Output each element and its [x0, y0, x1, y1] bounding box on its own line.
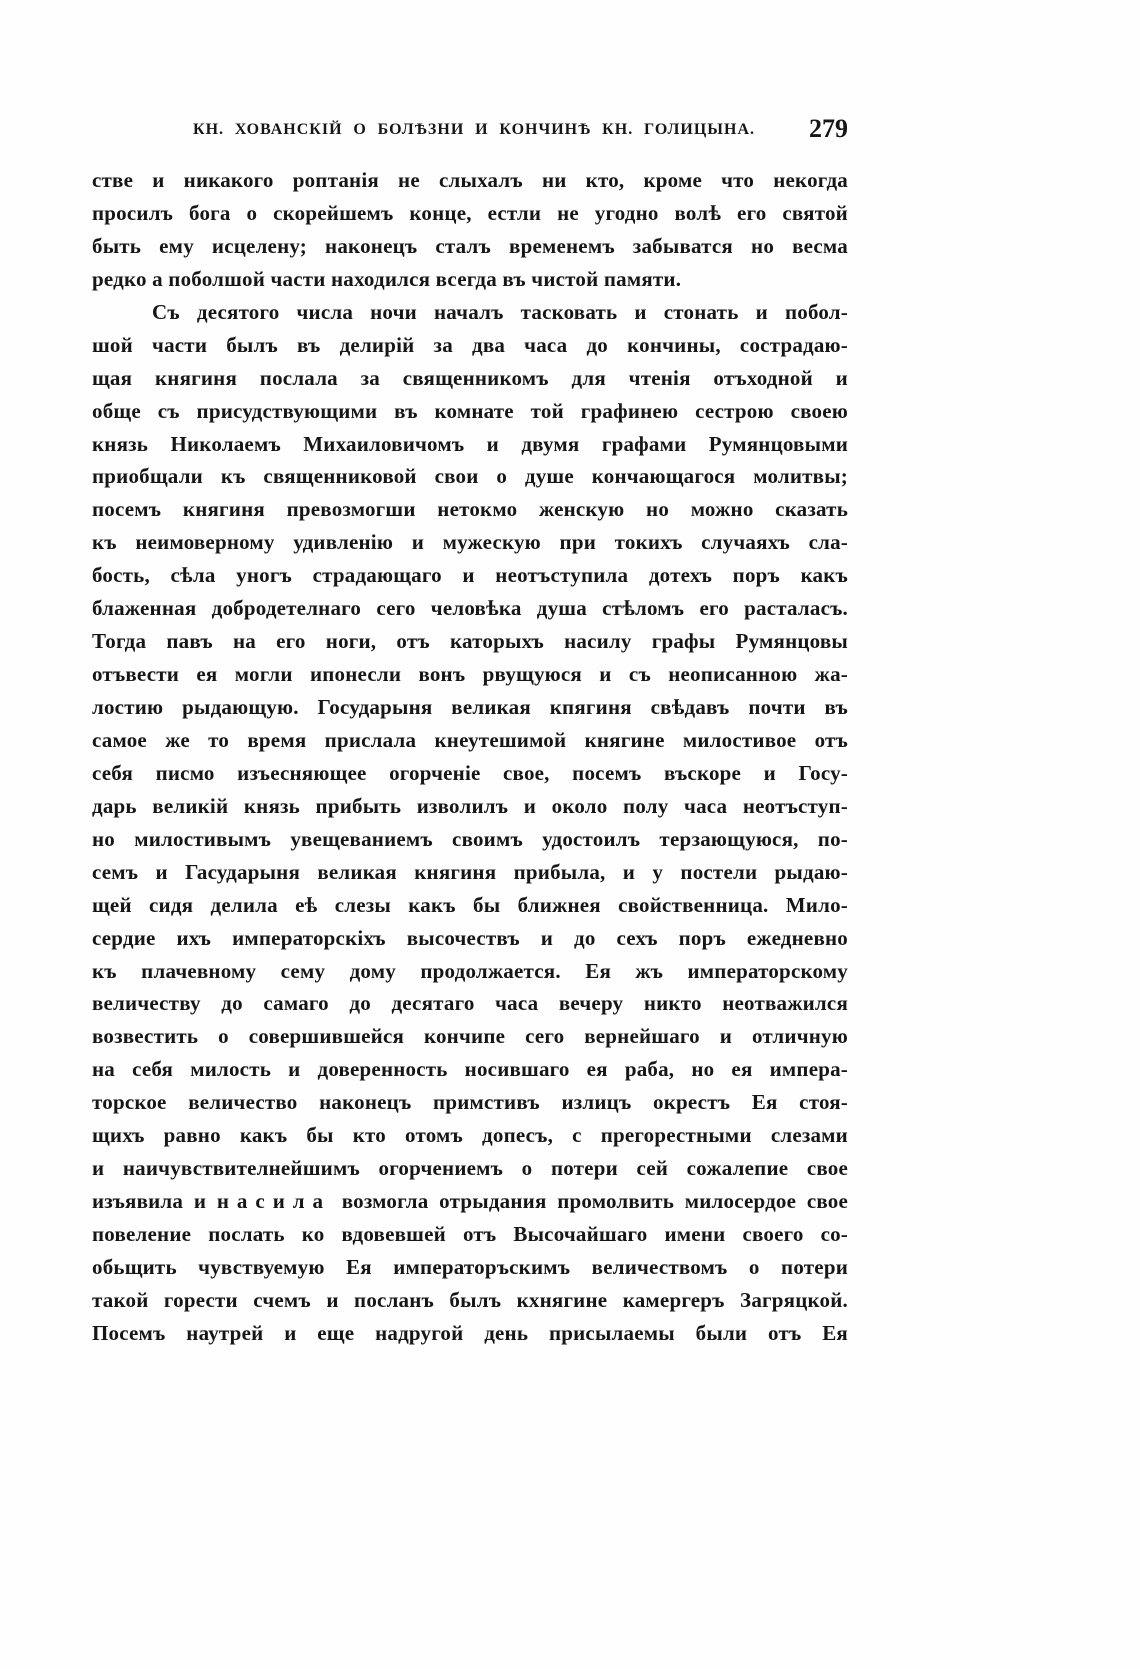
- text-line: и наичувствителнейшимъ огорчениемъ о потери сей сожалепие свое: [92, 1156, 848, 1181]
- spaced-emphasis: насила: [216, 1189, 332, 1214]
- text-line: лостию рыдающую. Государыня великая кпягиня свѣдавъ почти въ: [92, 695, 848, 719]
- text-line: сердие ихъ императорскіхъ высочествъ и до сехъ поръ ежедневно: [92, 925, 848, 950]
- text-line: посемъ княгиня превозмогши нетокмо женскую но можно сказать: [92, 497, 848, 522]
- text-line: дарь великій князь прибыть изволилъ и около полу часа неотъступ-: [92, 793, 848, 818]
- text-line: бость, сѣла уногъ страдающаго и неотъступила дотехъ поръ какъ: [92, 563, 848, 588]
- text-line: возвестить о совершившейся кончипе сего вернейшаго и отличную: [92, 1024, 848, 1049]
- text-line: приобщали къ священниковой свои о душе кончающагося молитвы;: [92, 464, 848, 489]
- text-line: быть ему исцелену; наконецъ сталъ временемъ забыватся но весма: [92, 233, 848, 258]
- page-number: 279: [809, 114, 848, 143]
- text-line: редко а поболшой части находился всегда въ чистой памяти.: [92, 266, 682, 291]
- text-line: обще съ присудствующими въ комнате той графинею сестрою своею: [92, 398, 848, 423]
- text-line: къ неимоверному удивленію и мужескую при токихъ случаяхъ сла-: [92, 530, 848, 555]
- text-line: шой части былъ въ делирій за два часа до кончины, сострадаю-: [92, 332, 848, 357]
- text-line: но милостивымъ увещеваниемъ своимъ удостоилъ терзающуюся, по-: [92, 826, 848, 851]
- text-line: величеству до самаго до десятаго часа вечеру никто неотважился: [92, 991, 848, 1016]
- text-line: повеление послать ко вдовевшей отъ Высочайшаго имени своего со-: [92, 1222, 848, 1246]
- text-line: обьщить чувствуемую Ея императоръскимъ величествомъ о потери: [92, 1254, 848, 1279]
- text-line: къ плачевному сему дому продолжается. Ея жъ императорскому: [92, 958, 848, 983]
- text-line: щая княгиня послала за священникомъ для чтенія отъходной и: [92, 365, 848, 390]
- text-line: Тогда павъ на его ноги, отъ каторыхъ насилу графы Румянцовы: [92, 629, 848, 654]
- text-line: семъ и Гасударыня великая княгиня прибыла, и у постели рыдаю-: [92, 859, 848, 884]
- text-line: на себя милость и доверенность носившаго ея раба, но ея импера-: [92, 1057, 848, 1082]
- text-line: стве и никакого роптанія не слыхалъ ни кто, кроме что некогда: [92, 168, 848, 192]
- running-title: КН. ХОВАНСКІЙ О БОЛѢЗНИ И КОНЧИНѢ КН. ГОЛИЦЫНА.: [193, 121, 755, 138]
- text-line: блаженная добродетелнаго сего человѣка душа стѣломъ его расталасъ.: [92, 596, 848, 621]
- text-line: князь Николаемъ Михаиловичомъ и двумя графами Румянцовыми: [92, 431, 848, 456]
- paragraph-1: [92, 164, 848, 296]
- text-line: [92, 1185, 848, 1218]
- text-line: щихъ равно какъ бы кто отомъ допесъ, с прегорестными слезами: [92, 1123, 848, 1148]
- text-segment: возмогла отрыдания промолвить милосердое свое: [331, 1189, 848, 1214]
- text-line: отъвести ея могли ипонесли вонъ рвущуюся и съ неописанною жа-: [92, 662, 848, 687]
- text-line: такой горести счемъ и посланъ былъ кхнягине камергеръ Загряцкой.: [92, 1287, 848, 1312]
- text-segment: изъявила и: [92, 1189, 217, 1214]
- text-line: просилъ бога о скорейшемъ конце, естли не угодно волѣ его святой: [92, 200, 848, 225]
- body-text: [92, 164, 848, 1350]
- paragraph-2: [92, 296, 848, 1350]
- text-line: щей сидя делила еѣ слезы какъ бы ближнея свойственница. Мило-: [92, 892, 848, 917]
- text-line: самое же то время прислала кнеутешимой княгине милостивое отъ: [92, 727, 848, 752]
- text-line: Съ десятого числа ночи началъ тасковать и стонать и побол-: [152, 299, 848, 324]
- text-line: себя писмо изъесняющее огорченіе свое, посемъ въскоре и Госу-: [92, 760, 848, 785]
- text-line: Посемъ наутрей и еще надругой день присылаемы были отъ Ея: [92, 1320, 848, 1345]
- text-line: торское величество наконецъ примстивъ излицъ окрестъ Ея стоя-: [92, 1090, 848, 1115]
